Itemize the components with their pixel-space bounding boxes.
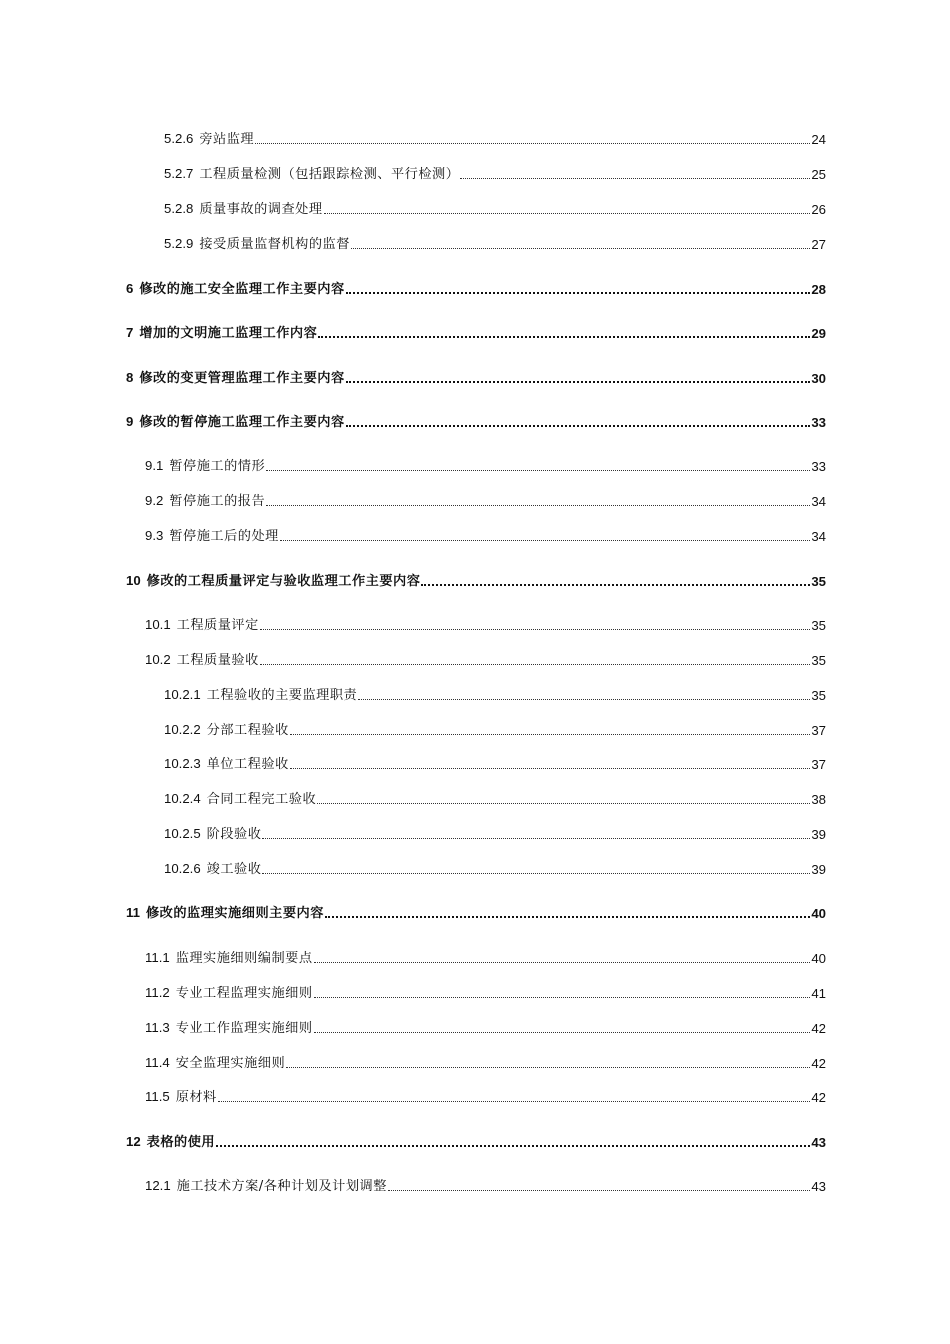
toc-entry-title: 专业工程监理实施细则 [175, 986, 313, 1001]
toc-entry-number: 12.1 [145, 1178, 171, 1193]
toc-entry-number: 9.3 [145, 528, 164, 543]
toc-entry-label [126, 904, 324, 922]
toc-entry-number: 5.2.7 [164, 166, 194, 181]
dot-leader [266, 505, 810, 506]
toc-entry-page: 35 [811, 574, 826, 589]
toc-entry-label [145, 457, 265, 475]
toc-entry-label [164, 165, 459, 183]
toc-entry-label [145, 949, 313, 967]
toc-entry-label [145, 1054, 285, 1072]
toc-entry-number: 10.2.5 [164, 826, 201, 841]
dot-leader [460, 178, 810, 179]
dot-leader [421, 584, 810, 586]
toc-entry-page: 38 [811, 792, 826, 807]
toc-entry-page: 42 [811, 1021, 826, 1036]
toc-entry-page: 28 [811, 282, 826, 297]
toc-entry-number: 8 [126, 370, 134, 385]
dot-leader [262, 838, 810, 839]
dot-leader [358, 699, 810, 700]
toc-entry-label [145, 527, 279, 545]
dot-leader [351, 248, 810, 249]
toc-entry-page: 29 [811, 326, 826, 341]
toc-entry-page: 37 [811, 723, 826, 738]
toc-entry[interactable] [0, 411, 950, 431]
toc-entry-page: 34 [811, 494, 826, 509]
dot-leader [314, 1032, 811, 1033]
toc-entry[interactable] [0, 1175, 950, 1195]
toc-entry-page: 30 [811, 371, 826, 386]
toc-entry-label [145, 1088, 217, 1106]
dot-leader [255, 143, 810, 144]
toc-entry-title: 暂停施工的情形 [169, 459, 266, 474]
toc-entry[interactable] [0, 278, 950, 298]
toc-entry-number: 10.2.3 [164, 756, 201, 771]
toc-entry-title: 合同工程完工验收 [206, 792, 317, 807]
toc-entry-title: 工程验收的主要监理职责 [206, 688, 358, 703]
toc-entry-title: 工程质量验收 [176, 653, 259, 668]
dot-leader [346, 381, 811, 383]
toc-entry[interactable] [0, 788, 950, 808]
toc-entry-label [164, 790, 316, 808]
dot-leader [325, 916, 810, 918]
dot-leader [346, 292, 811, 294]
toc-entry[interactable] [0, 1131, 950, 1151]
toc-entry-page: 37 [811, 757, 826, 772]
toc-entry-label [164, 721, 289, 739]
toc-entry-page: 41 [811, 986, 826, 1001]
dot-leader [286, 1067, 810, 1068]
toc-entry-title: 施工技术方案/各种计划及计划调整 [176, 1179, 387, 1194]
dot-leader [290, 734, 811, 735]
dot-leader [290, 768, 811, 769]
toc-entry-number: 9.2 [145, 493, 164, 508]
toc-entry[interactable] [0, 322, 950, 342]
toc-entry-page: 35 [811, 618, 826, 633]
toc-entry-label [145, 984, 313, 1002]
toc-entry-title: 修改的施工安全监理工作主要内容 [139, 282, 345, 297]
toc-entry-page: 43 [811, 1135, 826, 1150]
toc-entry[interactable] [0, 649, 950, 669]
toc-entry-page: 34 [811, 529, 826, 544]
toc-entry-title: 修改的暂停施工监理工作主要内容 [139, 415, 345, 430]
dot-leader [266, 470, 810, 471]
toc-entry-number: 10.2 [145, 652, 171, 667]
toc-entry[interactable] [0, 947, 950, 967]
toc-entry-label [126, 280, 345, 298]
toc-entry-number: 11.1 [145, 950, 170, 965]
toc-entry-number: 11.5 [145, 1089, 170, 1104]
toc-entry-title: 质量事故的调查处理 [199, 202, 323, 217]
toc-entry-label [164, 860, 261, 878]
dot-leader [318, 336, 810, 338]
toc-entry-number: 11.2 [145, 985, 170, 1000]
dot-leader [260, 664, 811, 665]
toc-entry-page: 26 [811, 202, 826, 217]
toc-entry[interactable] [0, 128, 950, 148]
toc-entry-number: 9.1 [145, 458, 164, 473]
toc-entry[interactable] [0, 684, 950, 704]
toc-entry-number: 10.2.4 [164, 791, 201, 806]
toc-entry-title: 暂停施工后的处理 [169, 529, 279, 544]
toc-entry-number: 6 [126, 281, 134, 296]
toc-entry[interactable] [0, 902, 950, 922]
toc-entry[interactable] [0, 753, 950, 773]
toc-entry-title: 安全监理实施细则 [175, 1056, 286, 1071]
toc-entry-title: 单位工程验收 [206, 757, 289, 772]
toc-entry-label [145, 616, 259, 634]
toc-entry[interactable] [0, 367, 950, 387]
dot-leader [346, 425, 811, 427]
toc-entry[interactable] [0, 570, 950, 590]
toc-entry-page: 39 [811, 862, 826, 877]
toc-entry-label [164, 130, 254, 148]
toc-entry-page: 40 [811, 906, 826, 921]
toc-entry-title: 表格的使用 [146, 1135, 216, 1150]
toc-entry-number: 10 [126, 573, 141, 588]
toc-entry-title: 竣工验收 [206, 862, 262, 877]
toc-entry-title: 暂停施工的报告 [169, 494, 266, 509]
toc-entry-label [164, 235, 350, 253]
toc-entry[interactable] [0, 455, 950, 475]
toc-entry-page: 33 [811, 415, 826, 430]
toc-entry-number: 10.1 [145, 617, 171, 632]
toc-entry-title: 修改的工程质量评定与验收监理工作主要内容 [146, 574, 421, 589]
toc-entry-label [126, 572, 420, 590]
toc-entry-label [164, 200, 323, 218]
toc-entry-number: 12 [126, 1134, 141, 1149]
toc-entry[interactable] [0, 1052, 950, 1072]
toc-entry-number: 5.2.6 [164, 131, 194, 146]
toc-entry-page: 43 [811, 1179, 826, 1194]
toc-entry-title: 阶段验收 [206, 827, 262, 842]
toc-entry-number: 10.2.1 [164, 687, 201, 702]
toc-entry-page: 27 [811, 237, 826, 252]
toc-entry-label [164, 755, 289, 773]
dot-leader [314, 962, 811, 963]
toc-entry[interactable] [0, 823, 950, 843]
toc-entry-number: 5.2.9 [164, 236, 194, 251]
toc-entry[interactable] [0, 233, 950, 253]
toc-entry[interactable] [0, 1017, 950, 1037]
dot-leader [260, 629, 811, 630]
dot-leader [317, 803, 810, 804]
toc-entry[interactable] [0, 1086, 950, 1106]
toc-entry-page: 35 [811, 688, 826, 703]
toc-entry[interactable] [0, 198, 950, 218]
dot-leader [262, 873, 810, 874]
toc-entry-title: 旁站监理 [199, 132, 255, 147]
toc-entry[interactable] [0, 982, 950, 1002]
toc-entry-label [145, 1177, 387, 1195]
toc-entry-label [126, 324, 317, 342]
toc-entry-number: 7 [126, 325, 134, 340]
toc-entry-number: 5.2.8 [164, 201, 194, 216]
dot-leader [218, 1101, 811, 1102]
toc-entry-label [164, 825, 261, 843]
toc-entry[interactable] [0, 719, 950, 739]
dot-leader [388, 1190, 810, 1191]
toc-entry-number: 10.2.6 [164, 861, 201, 876]
toc-entry[interactable] [0, 163, 950, 183]
toc-entry-number: 11 [126, 905, 140, 920]
toc-entry-label [126, 1133, 215, 1151]
toc-entry[interactable] [0, 614, 950, 634]
toc-entry-label [126, 413, 345, 431]
toc-entry-label [164, 686, 357, 704]
toc-entry-title: 专业工作监理实施细则 [175, 1021, 313, 1036]
toc-entry-label [145, 1019, 313, 1037]
toc-entry-page: 42 [811, 1090, 826, 1105]
dot-leader [324, 213, 811, 214]
toc-entry-label [145, 651, 259, 669]
toc-entry-title: 监理实施细则编制要点 [175, 951, 313, 966]
toc-entry[interactable] [0, 525, 950, 545]
dot-leader [314, 997, 811, 998]
toc-entry-title: 分部工程验收 [206, 723, 289, 738]
toc-entry-title: 增加的文明施工监理工作内容 [139, 326, 318, 341]
toc-entry-title: 工程质量检测（包括跟踪检测、平行检测） [199, 167, 460, 182]
toc-entry-page: 24 [811, 132, 826, 147]
toc-entry[interactable] [0, 490, 950, 510]
toc-entry-page: 25 [811, 167, 826, 182]
toc-entry-page: 40 [811, 951, 826, 966]
toc-entry-number: 9 [126, 414, 134, 429]
toc-entry-page: 35 [811, 653, 826, 668]
toc-entry-title: 原材料 [175, 1090, 217, 1105]
toc-entry-number: 11.3 [145, 1020, 170, 1035]
toc-entry-page: 39 [811, 827, 826, 842]
toc-entry-title: 接受质量监督机构的监督 [199, 237, 350, 252]
toc-entry-title: 修改的变更管理监理工作主要内容 [139, 371, 345, 386]
toc-entry[interactable] [0, 858, 950, 878]
toc-entry-label [145, 492, 265, 510]
toc-entry-page: 33 [811, 459, 826, 474]
toc-entry-title: 修改的监理实施细则主要内容 [145, 906, 324, 921]
toc-entry-label [126, 369, 345, 387]
toc-entry-number: 11.4 [145, 1055, 170, 1070]
toc-entry-page: 42 [811, 1056, 826, 1071]
toc-entry-title: 工程质量评定 [176, 618, 259, 633]
dot-leader [216, 1145, 810, 1147]
dot-leader [280, 540, 810, 541]
toc-entry-number: 10.2.2 [164, 722, 201, 737]
